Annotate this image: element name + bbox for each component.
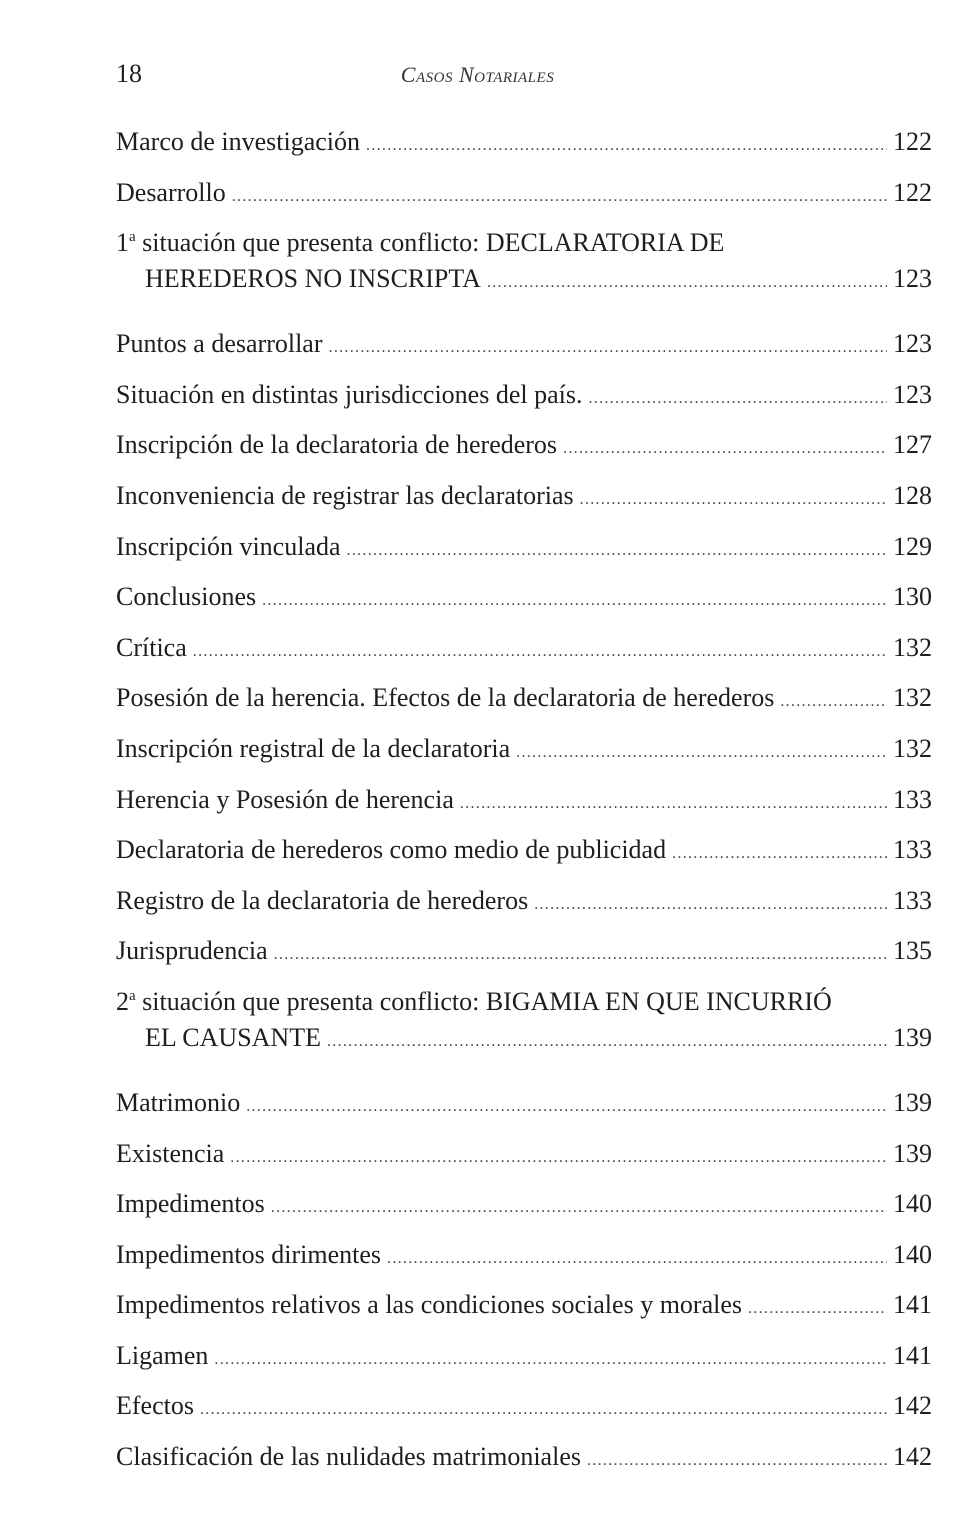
- toc-entry: [116, 1388, 932, 1439]
- dot-leader: [232, 179, 887, 215]
- toc-entry-page: 123: [893, 264, 932, 294]
- toc-entry-page: 142: [893, 1442, 932, 1472]
- toc-entry-page: 132: [893, 733, 932, 763]
- dot-leader: [672, 836, 887, 872]
- toc-entry-title: Inconveniencia de registrar las declaratorias: [116, 480, 574, 510]
- dot-leader: [347, 533, 887, 569]
- toc-entry-title: Impedimentos: [116, 1189, 265, 1219]
- toc-entry-page: 141: [893, 1290, 932, 1320]
- toc-entry-title: Impedimentos relativos a las condiciones sociales y morales: [116, 1290, 742, 1320]
- toc-entry: [116, 1287, 932, 1338]
- dot-leader: [387, 1241, 887, 1277]
- toc-entry: [116, 1439, 932, 1490]
- toc-entry-title-line1: situación que presenta conflicto: BIGAMIA EN QUE INCURRIÓ: [142, 986, 832, 1016]
- toc-entry: [116, 680, 932, 731]
- toc-entry: [116, 326, 932, 377]
- toc-entry: [116, 832, 932, 883]
- dot-leader: [366, 128, 887, 164]
- ordinal-superscript: a: [129, 229, 136, 246]
- toc-entry: [116, 175, 932, 226]
- dot-leader: [587, 1443, 887, 1479]
- dot-leader: [516, 735, 887, 771]
- toc-entry-page: 142: [893, 1391, 932, 1421]
- toc-entry-title-line2: EL CAUSANTE: [145, 1022, 321, 1052]
- toc-entry-page: 133: [893, 784, 932, 814]
- dot-leader: [262, 583, 887, 619]
- toc-entry-title: Situación en distintas jurisdicciones del país.: [116, 379, 583, 409]
- dot-leader: [487, 265, 887, 301]
- dot-leader: [329, 330, 887, 366]
- toc-entry-page: 139: [893, 1087, 932, 1117]
- dot-leader: [200, 1392, 887, 1428]
- toc-entry-page: 128: [893, 480, 932, 510]
- toc-entry-page: 133: [893, 835, 932, 865]
- toc-entry-title: Clasificación de las nulidades matrimoniales: [116, 1442, 581, 1472]
- toc-entry-page: 122: [893, 177, 932, 207]
- dot-leader: [580, 482, 887, 518]
- toc-entry-multiline: [116, 984, 932, 1070]
- dot-leader: [460, 786, 887, 822]
- toc-entry: [116, 630, 932, 681]
- ordinal-superscript: a: [129, 987, 136, 1004]
- toc-entry-title: Puntos a desarrollar: [116, 329, 323, 359]
- toc-entry-title: Registro de la declaratoria de herederos: [116, 885, 529, 915]
- toc-entry-page: 123: [893, 329, 932, 359]
- dot-leader: [271, 1190, 887, 1226]
- dot-leader: [588, 381, 887, 417]
- running-head: Casos Notariales: [400, 62, 555, 87]
- toc-entry-page: 141: [893, 1340, 932, 1370]
- toc-entry-page: 133: [893, 885, 932, 915]
- toc-entry: [116, 1186, 932, 1237]
- toc-entry: [116, 529, 932, 580]
- dot-leader: [214, 1342, 887, 1378]
- dot-leader: [748, 1291, 887, 1327]
- dot-leader: [534, 887, 887, 923]
- toc-entry-title-line1: situación que presenta conflicto: DECLARATORIA DE: [142, 228, 725, 258]
- toc-entry: [116, 933, 932, 984]
- dot-leader: [193, 634, 887, 670]
- toc-entry: [116, 1338, 932, 1389]
- toc-entry-title: Inscripción registral de la declaratoria: [116, 733, 511, 763]
- toc-entry: [116, 782, 932, 833]
- page-header: [0, 0, 955, 110]
- toc-entry-page: 132: [893, 632, 932, 662]
- toc-entry-title: Posesión de la herencia. Efectos de la declaratoria de herederos: [116, 683, 775, 713]
- toc-entry-page: 129: [893, 531, 932, 561]
- dot-leader: [327, 1024, 887, 1060]
- toc-entry-title: Ligamen: [116, 1340, 209, 1370]
- toc-entry-multiline: [116, 225, 932, 311]
- toc-entry-page: 123: [893, 379, 932, 409]
- toc-entry-page: 122: [893, 127, 932, 156]
- toc-entry-page: 139: [893, 1138, 932, 1168]
- toc-entry-page: 135: [893, 936, 932, 966]
- toc-entry-page: 139: [893, 1022, 932, 1052]
- toc-entry-title: Matrimonio: [116, 1087, 241, 1117]
- page-number: 18: [116, 59, 142, 88]
- toc-entry-title: Jurisprudencia: [116, 936, 268, 966]
- toc-entry: [116, 1136, 932, 1187]
- toc-entry: [116, 731, 932, 782]
- toc-entry: [116, 124, 932, 175]
- dot-leader: [780, 684, 887, 720]
- toc-entry-ordinal: 2: [116, 986, 129, 1016]
- toc-entry: [116, 478, 932, 529]
- toc-entry-page: 140: [893, 1239, 932, 1269]
- toc-entry-title: Conclusiones: [116, 582, 257, 612]
- toc-entry: [116, 1085, 932, 1136]
- toc-entry-page: 140: [893, 1189, 932, 1219]
- toc-entry-title: Crítica: [116, 632, 187, 662]
- toc-entry-ordinal: 1: [116, 228, 129, 258]
- toc-entry-title: Inscripción vinculada: [116, 531, 341, 561]
- toc-entry-title: Declaratoria de herederos como medio de publicidad: [116, 835, 667, 865]
- toc-entry-title: Desarrollo: [116, 177, 226, 207]
- toc-entry-title: Existencia: [116, 1138, 225, 1168]
- dot-leader: [246, 1089, 887, 1125]
- table-of-contents: [116, 124, 932, 1490]
- toc-entry: [116, 377, 932, 428]
- toc-entry-title: Inscripción de la declaratoria de herederos: [116, 430, 558, 460]
- toc-entry-page: 132: [893, 683, 932, 713]
- dot-leader: [230, 1140, 887, 1176]
- toc-entry-title: Impedimentos dirimentes: [116, 1239, 382, 1269]
- toc-entry-title: Efectos: [116, 1391, 194, 1421]
- toc-entry: [116, 427, 932, 478]
- toc-entry: [116, 1237, 932, 1288]
- toc-entry-title: Marco de investigación: [116, 127, 361, 156]
- toc-entry-title: Herencia y Posesión de herencia: [116, 784, 454, 814]
- toc-entry-title-line2: HEREDEROS NO INSCRIPTA: [145, 264, 481, 294]
- dot-leader: [563, 431, 887, 467]
- toc-entry-page: 127: [893, 430, 932, 460]
- toc-entry: [116, 883, 932, 934]
- toc-entry-page: 130: [893, 582, 932, 612]
- toc-entry: [116, 579, 932, 630]
- dot-leader: [274, 937, 887, 973]
